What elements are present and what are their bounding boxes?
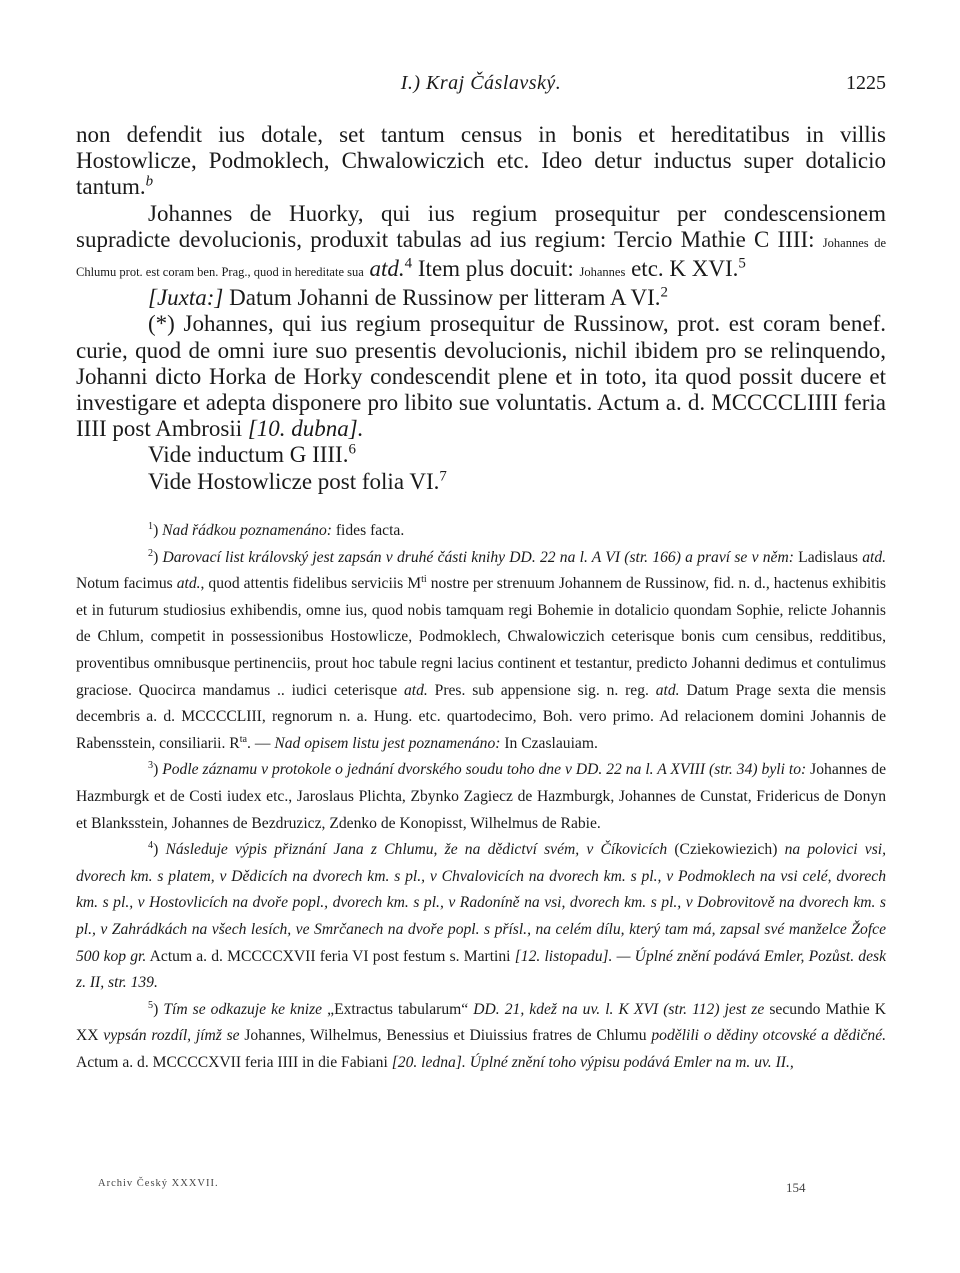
footnotes bbox=[76, 518, 886, 1076]
footnote-ref-5: 5 bbox=[738, 255, 746, 272]
footnote-5-italic-4: podělili o dědiny otcovské a dědičné. bbox=[651, 1027, 887, 1045]
paragraph-2-text-c: etc. K XVI. bbox=[631, 256, 739, 282]
footnote-2-atd-1: atd. bbox=[862, 548, 887, 566]
paragraph-1 bbox=[76, 122, 886, 201]
footnote-5-italic: Tím se odkazuje ke knize bbox=[163, 1000, 323, 1018]
paragraph-4-text: (*) Johannes, qui ius regium prosequitur de Russinow, prot. est coram benef. curie, quod de omni iure suo presentis devolucionis, nichil ibidem pro se relinquendo, Johanni dicto Horka de Horky condescendit plene et in toto, ita quod possit ducere et investigare et adepta disponere pro libito sue voluntatis. Actum a. d. MCCCCLIIII feria IIII post Ambrosii bbox=[76, 311, 886, 442]
footnote-3-text: Johannes de Hazmburgk et de Costi iudex etc., Jaroslaus Plichta, Zbynko Zagiecz de Hazmburgk, Johannes de Cunstat, Fridericus de Donyn et Blanksstein, Johannes de Bezdruzicz, Zdenko de Konopisst, Wilhelmus de Rabie. bbox=[76, 761, 886, 832]
footnote-2-text-c: , quod attentis fidelibus serviciis M bbox=[200, 575, 422, 593]
juxta-bracket: [Juxta:] bbox=[148, 285, 224, 311]
footnote-2-text-g: . — bbox=[247, 734, 271, 752]
footnote-4: $^4$) Následuje výpis přiznání Jana z Chlumu, že na dědictví svém, v Číkovicích (Cziekowiezich) na polovici vsi, dvorech km. s platem, v Dědicích na dvorech km. s pl., v Chvalovicích na dvorech km. s pl., v Podmoklech na vsi celé, dvorech km. s pl., v Hostovlicích na dvoře popl., dvorech km. s pl., v Radoníně na vsi, dvorech km. s pl., v Dobrovitově na dvorech km. s pl., v Zahrádkách na všech lesích, ve Smrčanech na dvoře popl. s přísl., na celém dílu, který tam má, zapsal své manželce Žofce 500 kop gr. Actum a. d. MCCCCXVII feria VI post festum s. Martini [12. listopadu]. — Úplné znění podává Emler, Pozůst. desk z. II, str. 139. bbox=[76, 839, 886, 992]
footer-signature: Archiv Český XXXVII. bbox=[98, 1178, 219, 1189]
running-head bbox=[76, 72, 886, 100]
paragraph-2-small-text-2: Johannes bbox=[579, 265, 626, 280]
footnote-5-text-c: Johannes, Wilhelmus, Benessius et Diuissius fratres de Chlumu bbox=[244, 1027, 647, 1045]
footnote-1-number: 1 bbox=[148, 520, 154, 532]
paragraph-1-text: non defendit ius dotale, set tantum census in bonis et hereditatibus in villis Hostowlicze, Podmoklech, Chwalowiczich etc. Ideo detur inductus super dotalicio tantum. bbox=[76, 122, 886, 200]
footnote-ref-4: 4 bbox=[404, 255, 413, 272]
footnote-2-text-a: Ladislaus bbox=[798, 548, 858, 566]
footnote-4-number: 4 bbox=[148, 839, 154, 851]
footnote-2-text-d: nostre per strenuum Johannem de Russinow, fid. n. d., hactenus exhibitis et in futurum studiosius exhibendis, omne ius, quod nobis tamquam regi Bohemie in dotalicio quondam Sophie, relicte Johannis de Chlum, competit in possessionibus Hostowlicze, Podmoklech, Chwalowiczich ceterisque bonis cum censibus, redditibus, proventibus omnibusque pertinenciis, prout hoc tabule regni lacius continent et testantur, predicto Johanni dedimus et contulimus graciose. Quocirca mandamus .. iudici ceterisque bbox=[76, 575, 886, 699]
footnote-2-text-h: In Czaslauiam. bbox=[504, 734, 598, 752]
footnote-4-italic-3: [12. listopadu]. — Úplné znění podává Emler, Pozůst. desk z. II, str. 139. bbox=[76, 947, 886, 992]
footnote-ref-7: 7 bbox=[439, 467, 447, 484]
footnote-5-italic-3: vypsán rozdíl, jímž se bbox=[103, 1027, 240, 1045]
footnote-2-italic-2: Nad opisem listu jest poznamenáno: bbox=[274, 734, 501, 752]
footnote-2: $^2$) Darovací list královský jest zapsán v druhé části knihy DD. 22 na l. A VI (str. 166) a praví se v něm: Ladislaus atd. Notum facimus atd., quod attentis fidelibus serviciis $M^{ti}$ nostre per strenuum Johannem de Russinow, fid. n. d., hactenus exhibitis et in futurum studiosius exhibendis, omne ius, quod nobis tamquam regi Bohemie in dotalicio quondam Sophie, relicte Johannis de Chlum, competit in possessionibus Hostowlicze, Podmoklech, Chwalowiczich ceterisque bonis cum censibus, redditibus, proventibus omnibusque pertinenciis, prout hoc tabule regni lacius continent et testantur, predicto Johanni dedimus et contulimus graciose. Quocirca mandamus .. iudici ceterisque atd. Pres. sub appensione sig. n. reg. atd. Datum Prage sexta die mensis decembris a. d. MCCCCLIII, regnorum n. a. Hung. etc. quartodecimo, Boh. vero primo. Ad relacionem domini Johannis de Rabensstein, consiliarii. $R^{ta}$. — Nad opisem listu jest poznamenáno: In Czaslauiam. bbox=[76, 547, 887, 752]
footnote-2-atd-4: atd. bbox=[655, 681, 680, 699]
footnote-4-italic-2: na polovici vsi, dvorech km. s platem, v Dědicích na dvorech km. s pl., v Chvalovicích na dvorech km. s pl., v Podmoklech na vsi celé, dvorech km. s pl., v Hostovlicích na dvoře popl., dvorech km. s pl., v Radoníně na vsi, dvorech km. s pl., v Dobrovitově na dvorech km. s pl., v Zahrádkách na všech lesích, ve Smrčanech na dvoře popl. s přísl., na celém dílu, který tam má, zapsal své manželce Žofce 500 kop gr. bbox=[76, 841, 886, 965]
footnote-2-text-b: Notum facimus bbox=[76, 575, 173, 593]
paragraph-4 bbox=[76, 311, 886, 442]
footnote-5-text-d: Actum a. d. MCCCCXVII feria IIII in die Fabiani bbox=[76, 1053, 388, 1071]
paragraph-6 bbox=[76, 469, 886, 495]
footnote-5-italic-2: DD. 21, kdež na uv. l. K XVI (str. 112) jest ze bbox=[473, 1000, 765, 1018]
paragraph-4-date: [10. dubna]. bbox=[247, 416, 364, 442]
footnote-1: $^1$) Nad řádkou poznamenáno: fides facta. bbox=[148, 520, 405, 539]
paragraph-3-text: Datum Johanni de Russinow per litteram A VI. bbox=[229, 285, 661, 311]
footnote-4-text-b: Actum a. d. MCCCCXVII feria VI post festum s. Martini bbox=[149, 947, 511, 965]
paragraph-5-text: Vide inductum G IIII. bbox=[148, 442, 349, 468]
footnote-4-italic: Následuje výpis přiznání Jana z Chlumu, že na dědictví svém, v Číkovicích bbox=[165, 841, 668, 859]
footnote-2-number: 2 bbox=[148, 547, 154, 559]
paragraph-2-text-a: Johannes de Huorky, qui ius regium prosequitur per condescensionem supradicte devolucionis, produxit tabulas ad ius regium: Tercio Mathie C IIII: bbox=[76, 200, 886, 252]
paragraph-2-text-b: Item plus docuit: bbox=[417, 256, 574, 282]
footnote-2-atd-2: atd. bbox=[176, 575, 201, 593]
footnote-5-text-b: secundo Mathie K XX bbox=[76, 1000, 886, 1045]
footnote-2-italic: Darovací list královský jest zapsán v druhé části knihy DD. 22 na l. A VI (str. 166) a praví se v něm: bbox=[162, 548, 794, 566]
footnote-4-text-a: (Cziekowiezich) bbox=[674, 841, 778, 859]
footnote-3: $^3$) Podle záznamu v protokole o jednání dvorského soudu toho dne v DD. 22 na l. A XVIII (str. 34) byli to: Johannes de Hazmburgk et de Costi iudex etc., Jaroslaus Plichta, Zbynko Zagiecz de Hazmburgk, Johannes de Cunstat, Fridericus de Donyn et Blanksstein, Johannes de Bezdruzicz, Zdenko de Konopisst, Wilhelmus de Rabie. bbox=[76, 760, 886, 832]
running-title: I.) Kraj Čáslavský. bbox=[400, 72, 562, 94]
footnote-3-italic: Podle záznamu v protokole o jednání dvorského soudu toho dne v DD. 22 na l. A XVIII (str. 34) byli to: bbox=[162, 761, 807, 779]
paragraph-2-small-text: Johannes de Chlumu prot. est coram ben. Prag., quod in hereditate sua bbox=[76, 235, 887, 280]
paragraph-3 bbox=[76, 285, 886, 311]
paragraph-5 bbox=[76, 442, 886, 468]
footnote-5-italic-5: [20. ledna]. Úplné znění toho výpisu podává Emler na m. uv. II., bbox=[391, 1053, 794, 1071]
footnote-ref-2: 2 bbox=[660, 284, 669, 301]
main-text bbox=[76, 122, 886, 495]
footnote-5-text-a: „Extractus tabularum“ bbox=[327, 1000, 469, 1018]
footnote-3-number: 3 bbox=[148, 760, 154, 772]
footnote-2-sup-ti: ti bbox=[421, 574, 427, 585]
footnote-5: $^5$) Tím se odkazuje ke knize „Extractus tabularum“ DD. 21, kdež na uv. l. K XVI (str. 112) jest ze secundo Mathie K XX vypsán rozdíl, jímž se Johannes, Wilhelmus, Benessius et Diuissius fratres de Chlumu podělili o dědiny otcovské a dědičné. Actum a. d. MCCCCXVII feria IIII in die Fabiani [20. ledna]. Úplné znění toho výpisu podává Emler na m. uv. II., bbox=[76, 999, 887, 1071]
footnote-2-text-e: Pres. sub appensione sig. n. reg. bbox=[434, 681, 649, 699]
footer-sheet-number: 154 bbox=[786, 1180, 806, 1195]
footnote-1-text: fides facta. bbox=[335, 522, 405, 539]
footnote-2-atd-3: atd. bbox=[403, 681, 428, 699]
paragraph-6-text: Vide Hostowlicze post folia VI. bbox=[148, 468, 440, 494]
paragraph-2 bbox=[76, 201, 886, 286]
footnote-2-text-f: Datum Prage sexta die mensis decembris a. d. MCCCCLIII, regnorum n. a. Hung. etc. quartodecimo, Boh. vero primo. Ad relacionem domini Johannis de Rabensstein, consiliarii. R bbox=[76, 681, 886, 752]
footnote-5-number: 5 bbox=[148, 999, 154, 1011]
page-number: 1225 bbox=[846, 72, 886, 94]
footnote-2-sup-ta: ta bbox=[239, 733, 248, 745]
paragraph-2-atd: atd. bbox=[369, 256, 405, 282]
footnote-ref-b: b bbox=[145, 173, 154, 190]
footnote-1-italic: Nad řádkou poznamenáno: bbox=[162, 522, 332, 539]
footnote-ref-6: 6 bbox=[348, 441, 356, 458]
